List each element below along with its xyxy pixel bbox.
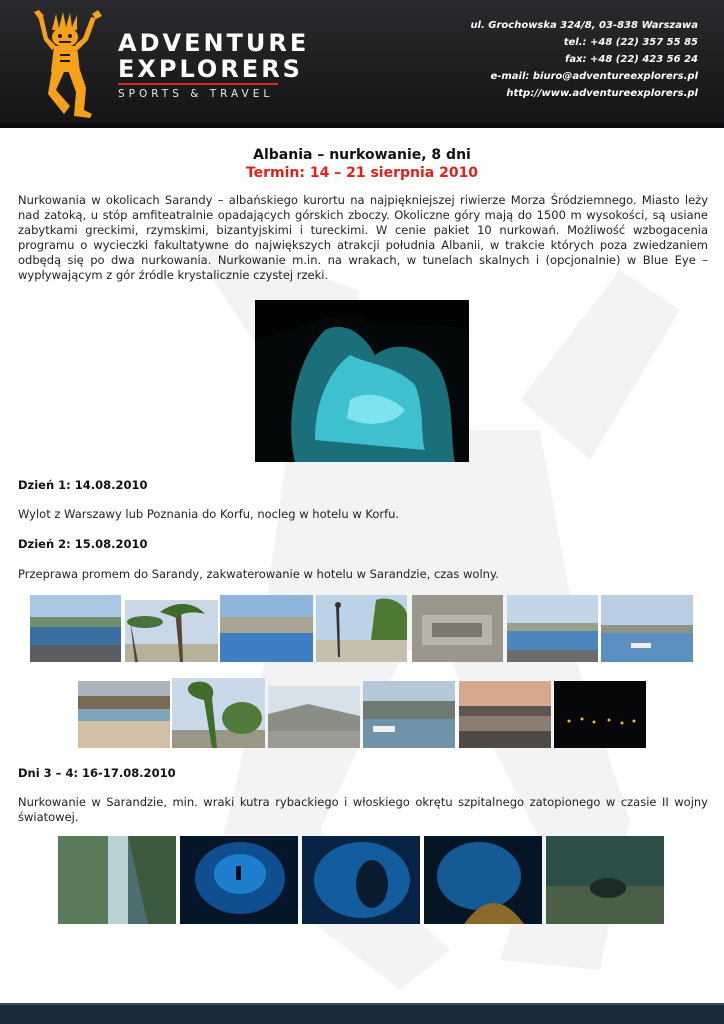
day3-4-heading: Dni 3 – 4: 16-17.08.2010	[18, 766, 176, 780]
promenade-palms-photo	[125, 600, 218, 662]
saranda-bay-photo	[30, 595, 121, 662]
harbor-boats-photo	[363, 681, 455, 748]
brand-divider	[118, 83, 278, 85]
trip-dates: Termin: 14 – 21 sierpnia 2010	[245, 165, 479, 181]
brand-tagline: SPORTS & TRAVEL	[118, 88, 274, 100]
tribal-figure-logo-icon	[30, 10, 108, 118]
contact-block	[470, 17, 698, 102]
brand-name-line2: EXPLORERS	[118, 55, 303, 83]
contact-address: ul. Grochowska 324/8, 03-838 Warszawa	[470, 20, 698, 31]
underwater-cave-photo	[255, 300, 469, 462]
contact-email[interactable]: e-mail: biuro@adventureexplorers.pl	[490, 71, 698, 82]
contact-fax: fax: +48 (22) 423 56 24	[564, 54, 698, 65]
day1-text: Wylot z Warszawy lub Poznania do Korfu, nocleg w hotelu w Korfu.	[18, 507, 400, 521]
intro-paragraph: Nurkowania w okolicach Sarandy – albańskiego kurortu na najpiękniejszej riwierze Morza Śródziemnego. Miasto leży nad zatoką, u stóp amfiteatralnie opadających górskich zboczy. Okoliczne góry mają do 1500 m wysokości, są usiane zabytkami greckimi, rzymskimi, bizantyjskimi i tureckimi. W cenie pakiet 10 nurkowań. Możliwość wzbogacenia programu o wycieczki fakultatywne do największych atrakcji południa Albanii, w trakcie których poza zwiedzaniem odbędą się po dwa nurkowania. Nurkowanie m.in. na wrakach, w tunelach skalnych i (opcjonalnie) w Blue Eye – wypływającym z gór źródle krystalicznie czystej rzeki.	[18, 193, 708, 282]
contact-website[interactable]: http://www.adventureexplorers.pl	[506, 88, 698, 99]
town-harbor-photo	[220, 595, 313, 662]
night-harbor-photo	[554, 681, 646, 748]
diving-photo-1	[58, 836, 176, 924]
palm-boulevard-photo	[316, 595, 407, 662]
brand-name-line1: ADVENTURE	[118, 29, 310, 57]
marina-view-photo	[507, 595, 598, 662]
sunset-bay-photo	[459, 681, 551, 748]
diving-photo-2	[180, 836, 298, 924]
diving-photo-3	[302, 836, 420, 924]
boats-harbor-photo	[601, 595, 693, 662]
day2-text: Przeprawa promem do Sarandy, zakwaterowanie w hotelu w Sarandzie, czas wolny.	[18, 567, 499, 581]
ancient-ruins-photo	[412, 595, 503, 662]
day3-4-text: Nurkowanie w Sarandzie, min. wraki kutra rybackiego i włoskiego okrętu szpitalnego zatopionego w czasie II wojny światowej.	[18, 795, 708, 824]
contact-tel: tel.: +48 (22) 357 55 85	[563, 37, 698, 48]
diving-photo-4	[424, 836, 542, 924]
header-bottom-rule	[0, 123, 724, 128]
day2-heading: Dzień 2: 15.08.2010	[18, 537, 148, 551]
page-footer-bar	[0, 1005, 724, 1024]
page-header	[0, 0, 724, 128]
diving-photo-5	[546, 836, 664, 924]
day1-heading: Dzień 1: 14.08.2010	[18, 478, 148, 492]
page-title: Albania – nurkowanie, 8 dni	[253, 147, 471, 163]
beach-photo	[78, 681, 170, 748]
palm-park-photo	[172, 678, 265, 748]
hillside-town-photo	[268, 686, 360, 748]
